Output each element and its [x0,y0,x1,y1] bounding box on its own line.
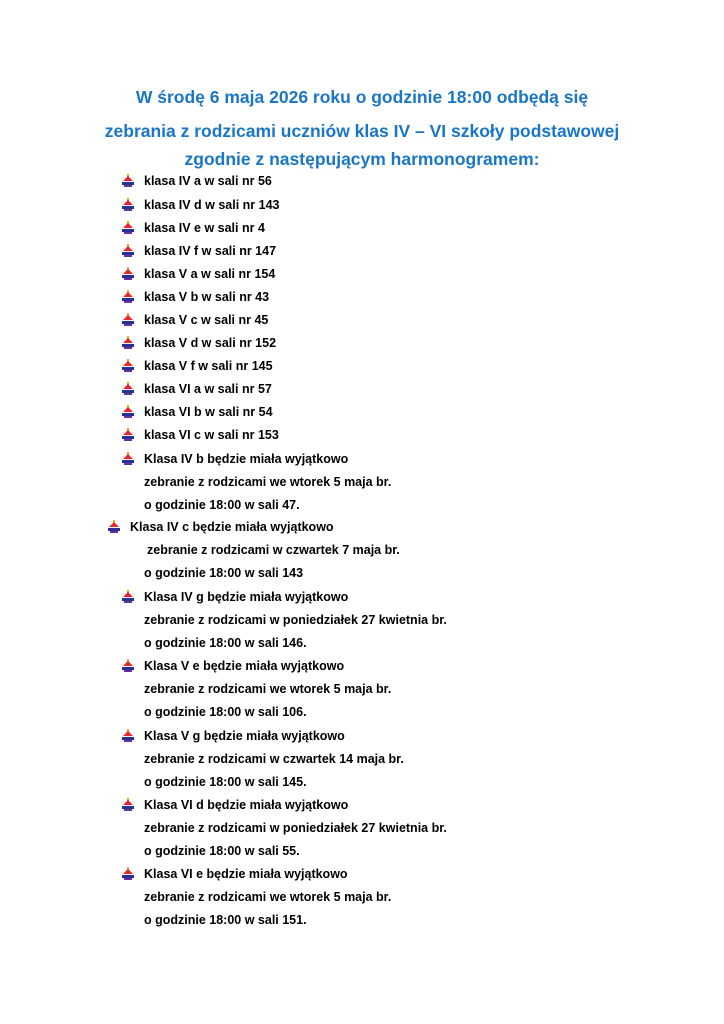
exception-date: zebranie z rodzicami w czwartek 14 maja br. [144,752,404,766]
exception-room: o godzinie 18:00 w sali 47. [144,498,300,512]
exception-title: Klasa VI d będzie miała wyjątkowo [144,798,349,812]
arrow-bullet-icon [121,428,135,442]
exception-title: Klasa V e będzie miała wyjątkowo [144,659,345,673]
arrow-bullet-icon [121,359,135,373]
exception-date: zebranie z rodzicami w poniedziałek 27 kwietnia br. [144,613,447,627]
arrow-bullet-icon [121,313,135,327]
class-list-item: klasa IV f w sali nr 147 [144,244,277,258]
class-list-item: klasa IV d w sali nr 143 [144,198,280,212]
exception-room: o godzinie 18:00 w sali 143 [144,566,304,580]
exception-title: Klasa IV b będzie miała wyjątkowo [144,452,349,466]
arrow-bullet-icon [121,659,135,673]
class-list-item: klasa IV e w sali nr 4 [144,221,265,235]
arrow-bullet-icon [121,198,135,212]
heading-line-2: zebrania z rodzicami uczniów klas IV – VI szkoły podstawowej [104,121,620,141]
arrow-bullet-icon [121,405,135,419]
exception-title: Klasa VI e będzie miała wyjątkowo [144,867,348,881]
class-list-item: klasa V c w sali nr 45 [144,313,269,327]
arrow-bullet-icon [121,174,135,188]
class-list-item: klasa V a w sali nr 154 [144,267,276,281]
class-list-item: klasa VI c w sali nr 153 [144,428,279,442]
arrow-bullet-icon [121,590,135,604]
class-list-item: klasa V f w sali nr 145 [144,359,273,373]
arrow-bullet-icon [121,290,135,304]
class-list-item: klasa VI a w sali nr 57 [144,382,272,396]
class-list-item: klasa V d w sali nr 152 [144,336,277,350]
exception-room: o godzinie 18:00 w sali 151. [144,913,307,927]
arrow-bullet-icon [121,336,135,350]
exception-date: zebranie z rodzicami w poniedziałek 27 kwietnia br. [144,821,447,835]
arrow-bullet-icon [121,729,135,743]
heading-line-1: W środę 6 maja 2026 roku o godzinie 18:00 odbędą się [135,87,589,107]
exception-room: o godzinie 18:00 w sali 146. [144,636,307,650]
exception-title: Klasa IV c będzie miała wyjątkowo [130,520,334,534]
exception-room: o godzinie 18:00 w sali 106. [144,705,307,719]
exception-date: zebranie z rodzicami we wtorek 5 maja br. [144,890,392,904]
class-list-item: klasa IV a w sali nr 56 [144,174,272,188]
arrow-bullet-icon [121,221,135,235]
arrow-bullet-icon [121,244,135,258]
arrow-bullet-icon [121,382,135,396]
arrow-bullet-icon [121,267,135,281]
exception-room: o godzinie 18:00 w sali 55. [144,844,300,858]
exception-room: o godzinie 18:00 w sali 145. [144,775,307,789]
class-list-item: klasa V b w sali nr 43 [144,290,270,304]
heading-line-3: zgodnie z następującym harmonogramem: [184,149,540,169]
arrow-bullet-icon [121,867,135,881]
arrow-bullet-icon [121,452,135,466]
exception-date: zebranie z rodzicami w czwartek 7 maja br. [147,543,400,557]
exception-title: Klasa IV g będzie miała wyjątkowo [144,590,349,604]
class-list-item: klasa VI b w sali nr 54 [144,405,273,419]
arrow-bullet-icon [107,520,121,534]
exception-date: zebranie z rodzicami we wtorek 5 maja br. [144,682,392,696]
exception-title: Klasa V g będzie miała wyjątkowo [144,729,345,743]
exception-date: zebranie z rodzicami we wtorek 5 maja br. [144,475,392,489]
arrow-bullet-icon [121,798,135,812]
